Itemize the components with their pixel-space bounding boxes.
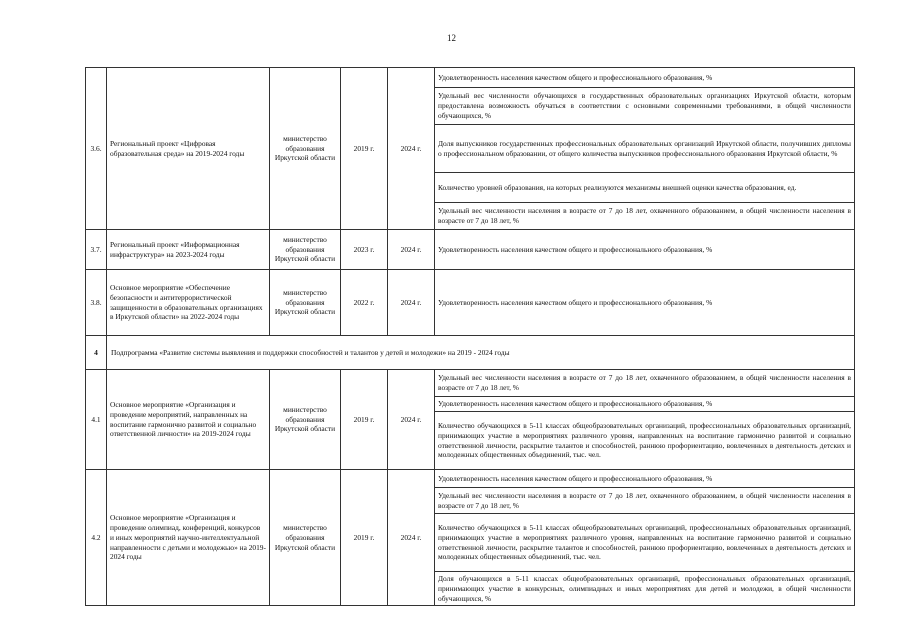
- activity-name: Основное мероприятие «Организация и проведение мероприятий, направленных на воспитание гармонично развитой и социально ответственной личности» на 2019-2024 годы: [107, 370, 270, 470]
- indicator: Удовлетворенность населения качеством общего и профессионального образования, %: [435, 470, 855, 488]
- indicator: Удовлетворенность населения качеством общего и профессионального образования, %: [435, 68, 855, 88]
- start-year: 2019 г.: [341, 470, 388, 606]
- table-row: [86, 270, 855, 336]
- program-table: [85, 67, 855, 606]
- table-row: [86, 470, 855, 488]
- executor: министерство образования Иркутской области: [270, 370, 341, 470]
- indicator: Удельный вес численности населения в возрасте от 7 до 18 лет, охваченного образованием, в общей численности населения в возрасте от 7 до 18 лет, %: [435, 370, 855, 397]
- indicator: Количество обучающихся в 5-11 классах общеобразовательных организаций, профессиональных образовательных организаций, принимающих участие в мероприятиях различного уровня, направленных на воспитание гармонично развитой и социально ответственной личности, раскрытие талантов и способностей, раннюю профориентацию, вовлеченных в деятельность детских и молодежных общественных объединений, тыс. чел.: [435, 514, 855, 572]
- indicator: Удовлетворенность населения качеством общего и профессионального образования, %: [435, 230, 855, 270]
- executor: министерство образования Иркутской области: [270, 470, 341, 606]
- row-number: 4.2: [86, 470, 107, 606]
- section-title: Подпрограмма «Развитие системы выявления и поддержки способностей и талантов у детей и молодежи» на 2019 - 2024 годы: [107, 336, 855, 370]
- indicator: Количество обучающихся в 5-11 классах общеобразовательных организаций, профессиональных образовательных организаций, принимающих участие в мероприятиях различного уровня, направленных на воспитание гармонично развитой и социально ответственной личности, раскрытие талантов и способностей, раннюю профориентацию, вовлеченных в деятельность детских и молодежных общественных объединений, тыс. чел.: [435, 412, 855, 470]
- executor: министерство образования Иркутской области: [270, 270, 341, 336]
- start-year: 2019 г.: [341, 370, 388, 470]
- end-year: 2024 г.: [388, 270, 435, 336]
- row-number: 3.6.: [86, 68, 107, 230]
- executor: министерство образования Иркутской области: [270, 230, 341, 270]
- row-number: 4.1: [86, 370, 107, 470]
- indicator: Удельный вес численности населения в возрасте от 7 до 18 лет, охваченного образованием, в общей численности населения в возрасте от 7 до 18 лет, %: [435, 488, 855, 514]
- indicator: Количество уровней образования, на которых реализуются механизмы внешней оценки качества образования, ед.: [435, 173, 855, 203]
- indicator: Удовлетворенность населения качеством общего и профессионального образования, %: [435, 397, 855, 412]
- end-year: 2024 г.: [388, 230, 435, 270]
- indicator: Удовлетворенность населения качеством общего и профессионального образования, %: [435, 270, 855, 336]
- activity-name: Основное мероприятие «Обеспечение безопасности и антитеррористической защищенности в образовательных организациях в Иркутской области» на 2022-2024 годы: [107, 270, 270, 336]
- row-number: 3.7.: [86, 230, 107, 270]
- row-number: 3.8.: [86, 270, 107, 336]
- start-year: 2023 г.: [341, 230, 388, 270]
- executor: министерство образования Иркутской области: [270, 68, 341, 230]
- end-year: 2024 г.: [388, 370, 435, 470]
- end-year: 2024 г.: [388, 68, 435, 230]
- start-year: 2019 г.: [341, 68, 388, 230]
- page-number: 12: [447, 33, 456, 43]
- activity-name: Основное мероприятие «Организация и проведение олимпиад, конференций, конкурсов и иных мероприятий научно-интеллектуальной направленности с детьми и молодежью» на 2019-2024 годы: [107, 470, 270, 606]
- indicator: Доля выпускников государственных профессиональных образовательных организаций Иркутской области, получивших дипломы о профессиональном образовании, от общего количества выпускников профессионального образования Иркутской области, %: [435, 125, 855, 173]
- activity-name: Региональный проект «Информационная инфраструктура» на 2023-2024 годы: [107, 230, 270, 270]
- indicator: Доля обучающихся в 5-11 классах общеобразовательных организаций, профессиональных образовательных организаций, принимающих участие в конкурсных, олимпиадных и иных мероприятиях для детей и молодежи, в общей численности обучающихся, %: [435, 572, 855, 606]
- indicator: Удельный вес численности населения в возрасте от 7 до 18 лет, охваченного образованием, в общей численности населения в возрасте от 7 до 18 лет, %: [435, 203, 855, 230]
- activity-name: Региональный проект «Цифровая образовательная среда» на 2019-2024 годы: [107, 68, 270, 230]
- section-number: 4: [86, 336, 107, 370]
- section-row: [86, 336, 855, 370]
- table-row: [86, 68, 855, 88]
- end-year: 2024 г.: [388, 470, 435, 606]
- start-year: 2022 г.: [341, 270, 388, 336]
- indicator: Удельный вес численности обучающихся в государственных образовательных организациях Иркутской области, которым предоставлена возможность обучаться в соответствии с основными современными требованиями, в общей численности обучающихся, %: [435, 88, 855, 125]
- table-row: [86, 230, 855, 270]
- table-row: [86, 370, 855, 397]
